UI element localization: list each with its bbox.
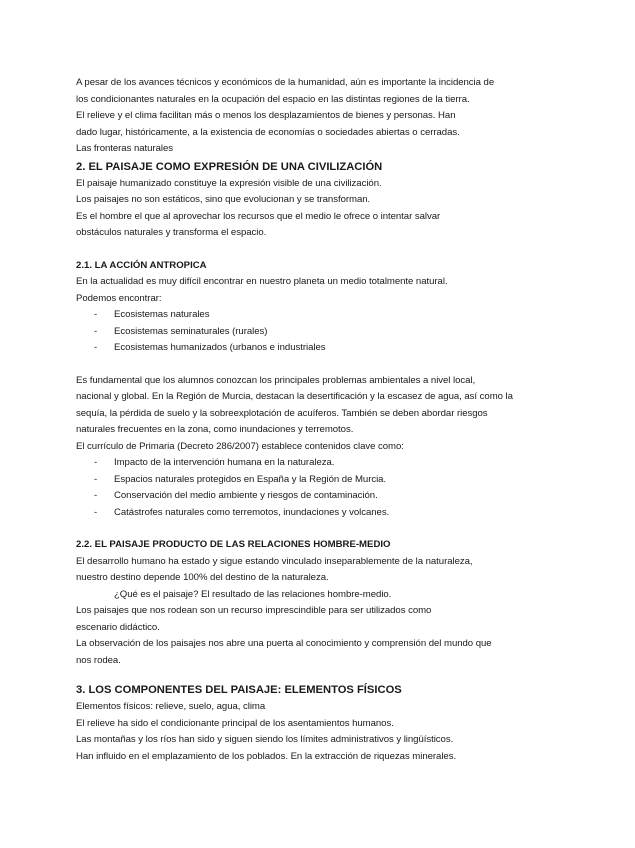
text-line: Las montañas y los ríos han sido y siguen siendo los límites administrativos y lingüísticos. [76, 734, 454, 745]
document-page [76, 75, 576, 765]
list-item [76, 340, 576, 357]
text-line: El relieve y el clima facilitan más o menos los desplazamientos de bienes y personas. Han [76, 110, 456, 121]
text-line: naturales frecuentes en la zona, como inundaciones y terremotos. [76, 424, 354, 435]
list-item-text: Conservación del medio ambiente y riesgos de contaminación. [114, 490, 378, 501]
list-item [76, 324, 576, 341]
text-line: nuestro destino depende 100% del destino de la naturaleza. [76, 572, 329, 583]
dash-bullet: - [94, 506, 98, 518]
text-line: Es fundamental que los alumnos conozcan los principales problemas ambientales a nivel local, [76, 374, 476, 386]
section-3-body [76, 699, 576, 765]
text-line: nacional y global. En la Región de Murcia, destacan la desertificación y la escasez de agua, así como la [76, 391, 513, 402]
text-line: La observación de los paisajes nos abre una puerta al conocimiento y comprensión del mundo que [76, 638, 492, 649]
text-line: Han influido en el emplazamiento de los poblados. En la extracción de riquezas minerales. [76, 750, 457, 762]
list-item-text: Catástrofes naturales como terremotos, inundaciones y volcanes. [114, 506, 390, 518]
text-line: Los paisajes que nos rodean son un recurso imprescindible para ser utilizados como [76, 605, 432, 616]
list-item-text: Ecosistemas seminaturales (rurales) [114, 325, 268, 337]
section-2-2-heading: 2.2. EL PAISAJE PRODUCTO DE LAS RELACIONES HOMBRE-MEDIO [76, 539, 391, 550]
dash-bullet: - [94, 342, 98, 353]
text-line: dado lugar, históricamente, a la existencia de economías o sociedades abiertas o cerradas. [76, 126, 460, 138]
section-2-heading: 2. EL PAISAJE COMO EXPRESIÓN DE UNA CIVILIZACIÓN [76, 160, 383, 173]
text-line: El paisaje humanizado constituye la expresión visible de una civilización. [76, 177, 382, 189]
text-line: Podemos encontrar: [76, 292, 162, 304]
dash-bullet: - [94, 309, 98, 320]
section-2-1-body [76, 274, 576, 357]
text-line: obstáculos naturales y transforma el espacio. [76, 227, 267, 238]
list-item [76, 488, 576, 505]
list-item-text: Ecosistemas naturales [114, 309, 210, 320]
text-line: Es el hombre el que al aprovechar los recursos que el medio le ofrece o intentar salvar [76, 210, 441, 222]
list-item [76, 505, 576, 522]
dash-bullet: - [94, 457, 98, 468]
text-line: los condicionantes naturales en la ocupación del espacio en las distintas regiones de la tierra. [76, 93, 470, 105]
list-item [76, 455, 576, 472]
text-line: sequía, la pérdida de suelo y la sobreexplotación de acuíferos. También se deben abordar riesgos [76, 407, 488, 419]
intro-paragraph [76, 75, 576, 158]
text-line: El currículo de Primaria (Decreto 286/2007) establece contenidos clave como: [76, 440, 404, 452]
section-2-1-heading: 2.1. LA ACCIÓN ANTROPICA [76, 259, 207, 271]
dash-bullet: - [94, 325, 98, 337]
dash-bullet: - [94, 490, 98, 501]
list-item-text: Impacto de la intervención humana en la naturaleza. [114, 457, 335, 468]
dash-bullet: - [94, 473, 98, 485]
section-3-heading: 3. LOS COMPONENTES DEL PAISAJE: ELEMENTOS FÍSICOS [76, 684, 402, 696]
list-item [76, 472, 576, 489]
text-line: Elementos físicos: relieve, suelo, agua, clima [76, 701, 266, 712]
text-line: Los paisajes no son estáticos, sino que evolucionan y se transforman. [76, 194, 371, 205]
text-line: escenario didáctico. [76, 621, 160, 633]
section-2-1-paragraph [76, 373, 576, 522]
text-line: nos rodea. [76, 654, 121, 666]
list-item-text: Espacios naturales protegidos en España y la Región de Murcia. [114, 473, 387, 485]
text-line: Las fronteras naturales [76, 143, 173, 154]
list-item-text: Ecosistemas humanizados (urbanos e industriales [114, 342, 326, 353]
list-item [76, 307, 576, 324]
text-line: A pesar de los avances técnicos y económicos de la humanidad, aún es importante la incidencia de [76, 77, 495, 88]
text-line: El relieve ha sido el condicionante principal de los asentamientos humanos. [76, 717, 394, 729]
text-line: El desarrollo humano ha estado y sigue estando vinculado inseparablemente de la naturaleza, [76, 555, 473, 567]
indented-question: ¿Qué es el paisaje? El resultado de las relaciones hombre-medio. [114, 588, 392, 600]
text-line: En la actualidad es muy difícil encontrar en nuestro planeta un medio totalmente natural. [76, 276, 448, 287]
section-2-2-body [76, 554, 576, 670]
section-2-body [76, 176, 576, 242]
